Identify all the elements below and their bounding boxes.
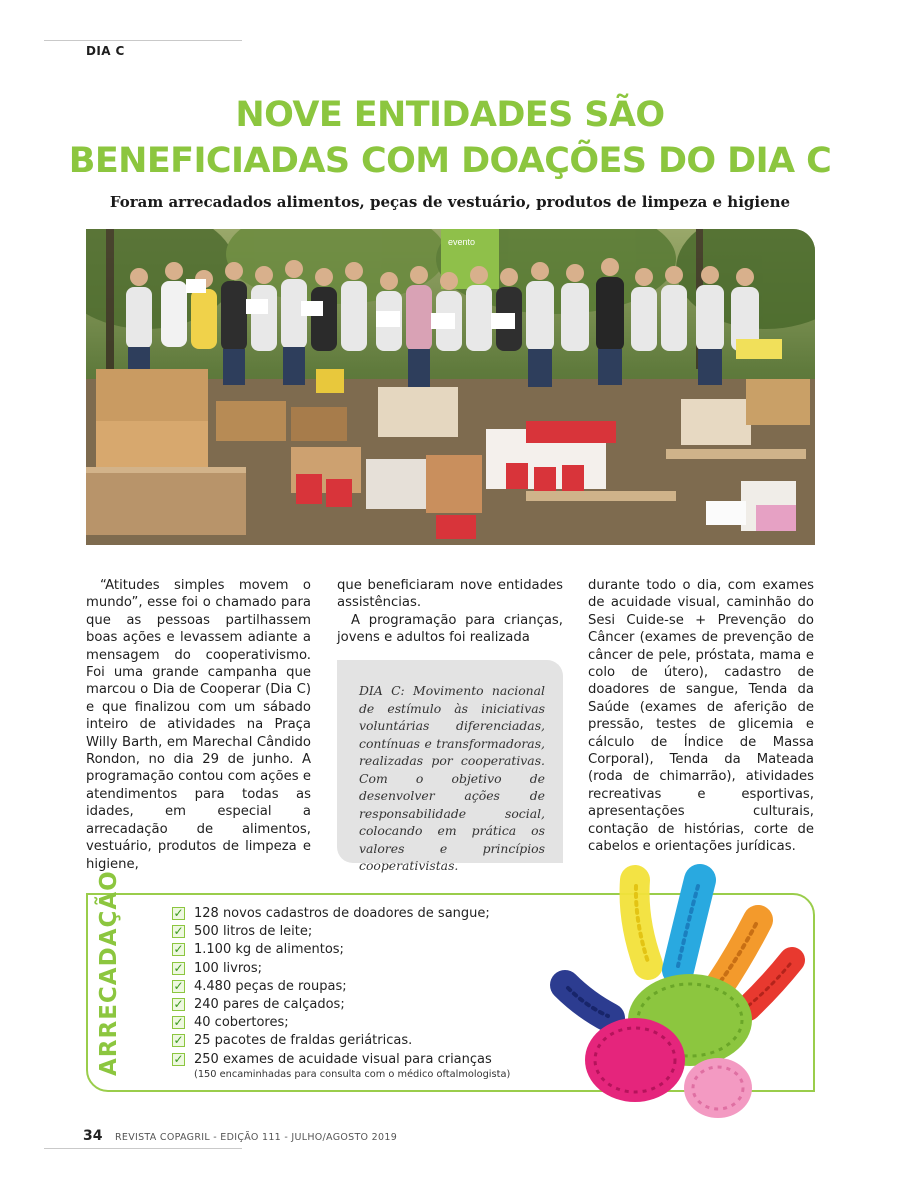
list-item — [172, 923, 552, 941]
body-column-2 — [337, 577, 563, 647]
top-rule — [44, 40, 242, 41]
list-item-text: 500 litros de leite; — [194, 924, 313, 940]
list-item — [172, 941, 552, 959]
list-item-text: 100 livros; — [194, 960, 263, 976]
checkmark-icon: ✓ — [173, 1033, 184, 1048]
list-item — [172, 905, 552, 923]
callout-text: DIA C: Movimento nacional de estímulo às iniciativas voluntárias diferenciadas, contínuas e transformadoras, realizadas por cooperativas. Com o objetivo de desenvolver ações de responsabilidade social, colocando em prática os valores e princípios cooperativistas. — [359, 683, 545, 873]
checkmark-icon: ✓ — [173, 906, 184, 920]
body-column-3 — [588, 577, 814, 856]
checkmark-icon: ✓ — [173, 960, 184, 975]
headline-line-2: BENEFICIADAS COM DOAÇÕES DO DIA C — [68, 141, 832, 181]
page-number: 34 — [83, 1128, 103, 1144]
list-item-text: 250 exames de acuidade visual para crianças — [194, 1051, 492, 1067]
list-note: (150 encaminhadas para consulta com o médico oftalmologista) — [194, 1069, 511, 1080]
body-paragraph-2b: A programação para crianças, jovens e adultos foi realizada — [337, 612, 563, 646]
group-photo-illustration — [86, 229, 815, 545]
collection-box-label: ARRECADAÇÃO — [96, 870, 122, 1076]
checkmark-icon: ✓ — [173, 942, 184, 957]
checkmark-icon: ✓ — [173, 1015, 184, 1030]
subheadline: Foram arrecadados alimentos, peças de vestuário, produtos de limpeza e higiene — [109, 193, 791, 211]
headline — [0, 92, 900, 184]
event-sign-text: evento — [448, 237, 476, 247]
section-tag: DIA C — [86, 44, 125, 58]
checkmark-icon: ✓ — [173, 1051, 184, 1066]
list-item-text: 1.100 kg de alimentos; — [194, 942, 344, 958]
list-item — [172, 996, 552, 1014]
list-item-text: 25 pacotes de fraldas geriátricas. — [194, 1033, 413, 1049]
list-item — [172, 1051, 552, 1069]
list-item — [172, 978, 552, 996]
list-item — [172, 1014, 552, 1032]
checkmark-icon: ✓ — [173, 978, 184, 993]
body-paragraph-3: durante todo o dia, com exames de acuidade visual, caminhão do Sesi Cuide-se + Prevenção do Câncer (exames de prevenção de câncer de pele, próstata, mama e colo de útero), cadastro de doadores de sangue, Tenda da Saúde (exames de aferição de pressão, testes de glicemia e cálculo de Índice de Massa Corporal), Tenda da Mateada (roda de chimarrão), atividades recreativas e esportivas, apresentações culturais, contação de histórias, corte de cabelos e orientações jurídicas. — [588, 578, 814, 855]
painted-hand-icon — [540, 860, 810, 1125]
headline-line-1: NOVE ENTIDADES SÃO — [235, 95, 665, 135]
body-paragraph-1: “Atitudes simples movem o mundo”, esse foi o chamado para que as pessoas partilhassem boas ações e levassem adiante a mensagem do cooperativismo. Foi uma grande campanha que marcou o Dia de Cooperar (Dia C) e que finalizou com um sábado inteiro de atividades na Praça Willy Barth, em Marechal Cândido Rondon, no dia 29 de junho. A programação contou com ações e atendimentos para todas as idades, em especial a arrecadação de alimentos, vestuário, produtos de limpeza e higiene, — [86, 578, 311, 872]
body-column-1 — [86, 577, 311, 873]
list-item-text: 128 novos cadastros de doadores de sangue; — [194, 906, 490, 921]
list-item-text: 40 cobertores; — [194, 1015, 289, 1031]
body-paragraph-2a: que beneficiaram nove entidades assistências. — [337, 578, 563, 611]
list-item-text: 4.480 peças de roupas; — [194, 978, 347, 994]
list-item — [172, 1032, 552, 1050]
list-item-text: 240 pares de calçados; — [194, 997, 345, 1013]
footer-rule — [44, 1148, 242, 1149]
collection-list — [172, 905, 552, 1069]
group-photo — [86, 229, 815, 545]
footer-text: REVISTA COPAGRIL - EDIÇÃO 111 - JULHO/AGOSTO 2019 — [115, 1132, 398, 1143]
checkmark-icon: ✓ — [173, 997, 184, 1012]
checkmark-icon: ✓ — [173, 924, 184, 939]
list-item — [172, 960, 552, 978]
dia-c-definition-callout — [337, 660, 563, 873]
